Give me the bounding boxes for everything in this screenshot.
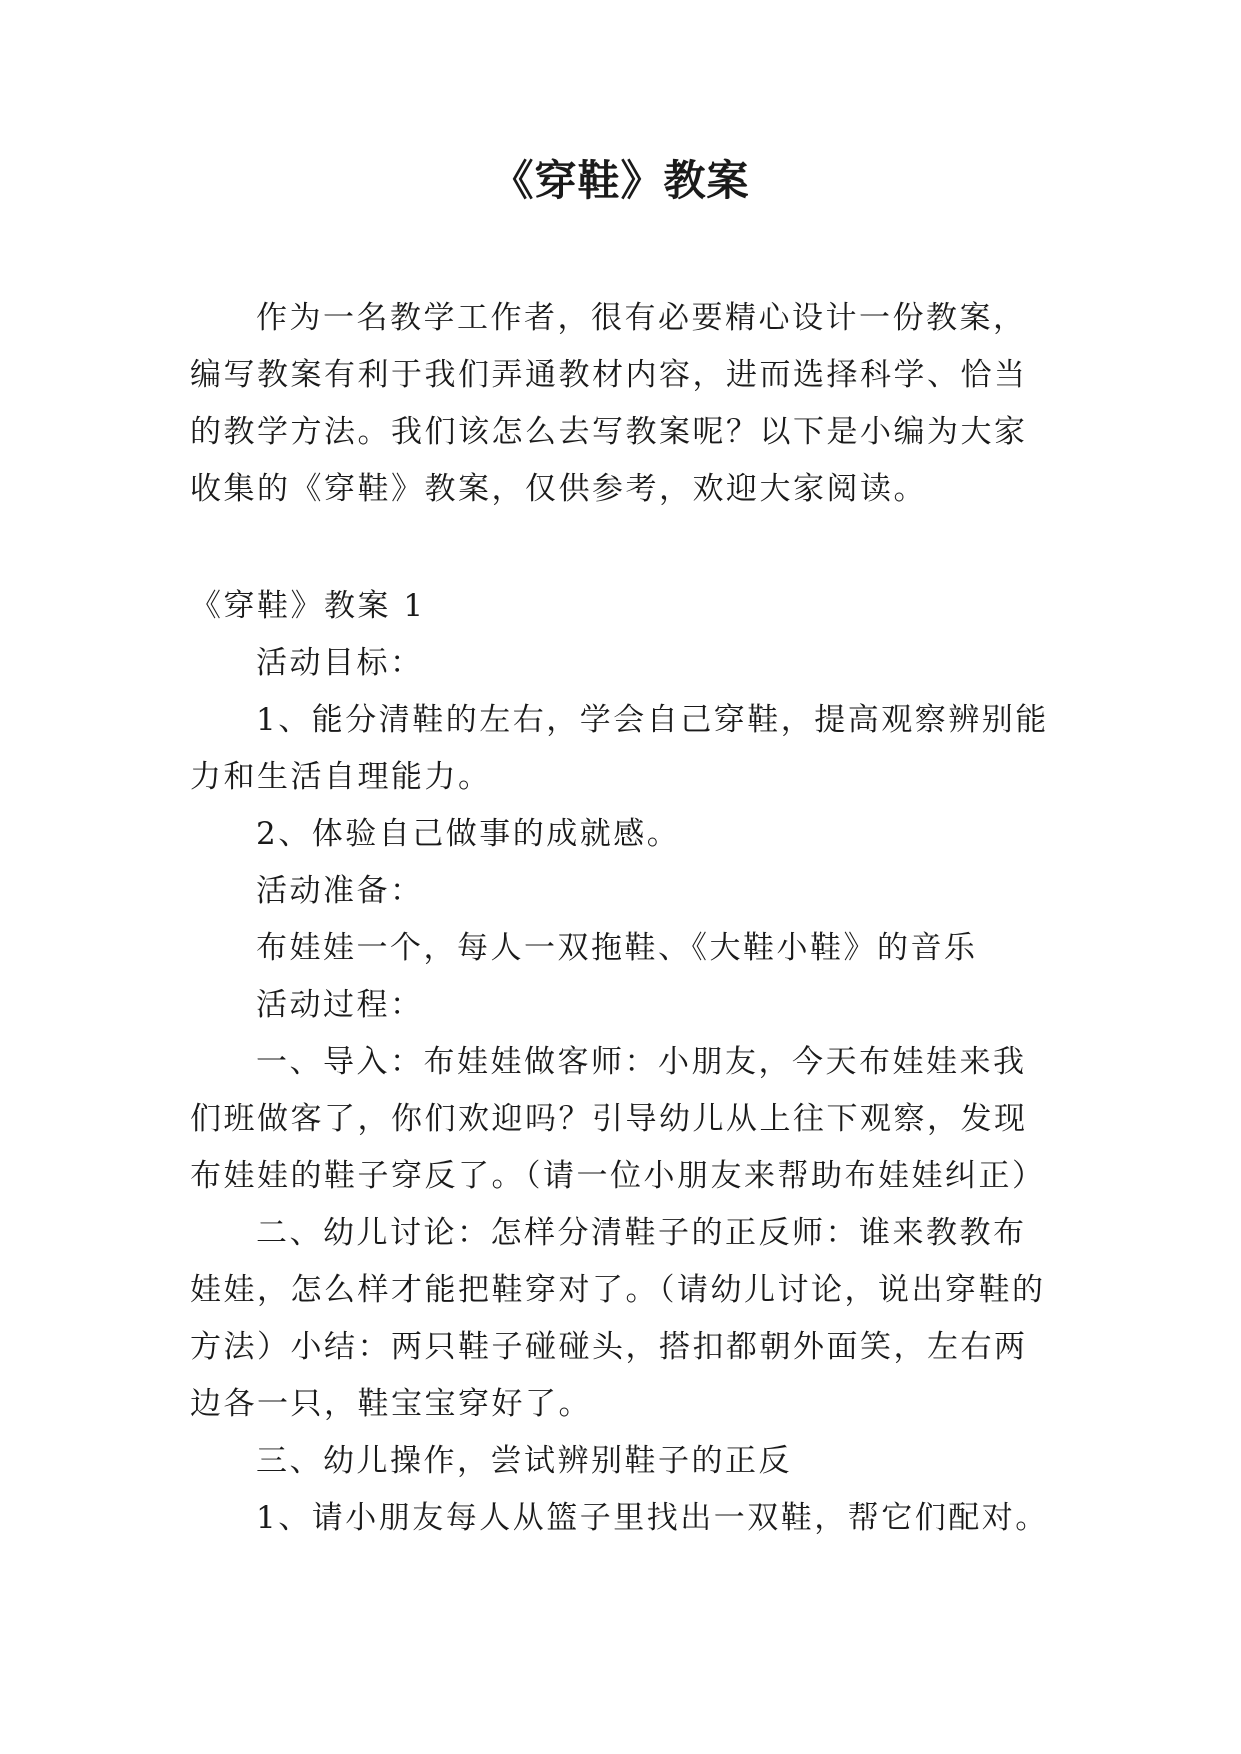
intro-block [190, 290, 1056, 518]
paragraph-preparation-items: 布娃娃一个，每人一双拖鞋、《大鞋小鞋》的音乐 [256, 930, 978, 966]
paragraph-goal-2: 2、体验自己做事的成就感。 [256, 816, 681, 852]
paragraph-step-2: 二、幼儿讨论：怎样分清鞋子的正反师：谁来教教布娃娃，怎么样才能把鞋穿对了。（请幼儿讨论，说出穿鞋的方法）小结：两只鞋子碰碰头，搭扣都朝外面笑，左右两边各一只，鞋宝宝穿好了。 [190, 1215, 1046, 1422]
paragraph-activity-goals-heading: 活动目标： [256, 645, 424, 681]
section-heading: 《穿鞋》教案 1 [190, 588, 426, 624]
paragraph-step-3-item-1: 1、请小朋友每人从篮子里找出一双鞋，帮它们配对。 [256, 1500, 1049, 1536]
lesson-plan-section [190, 578, 1056, 1547]
paragraph-goal-1: 1、能分清鞋的左右，学会自己穿鞋，提高观察辨别能力和生活自理能力。 [190, 702, 1049, 795]
paragraph-process-heading: 活动过程： [256, 987, 424, 1023]
document-title: 《穿鞋》教案 [491, 156, 750, 205]
intro-paragraph: 作为一名教学工作者，很有必要精心设计一份教案，编写教案有利于我们弄通教材内容，进而选择科学、恰当的教学方法。我们该怎么去写教案呢？以下是小编为大家收集的《穿鞋》教案，仅供参考，欢迎大家阅读。 [190, 300, 1028, 507]
paragraph-preparation-heading: 活动准备： [256, 873, 424, 909]
paragraph-step-3: 三、幼儿操作，尝试辨别鞋子的正反 [256, 1443, 792, 1479]
paragraph-step-1: 一、导入：布娃娃做客师：小朋友，今天布娃娃来我们班做客了，你们欢迎吗？引导幼儿从上往下观察，发现布娃娃的鞋子穿反了。（请一位小朋友来帮助布娃娃纠正） [190, 1044, 1046, 1194]
